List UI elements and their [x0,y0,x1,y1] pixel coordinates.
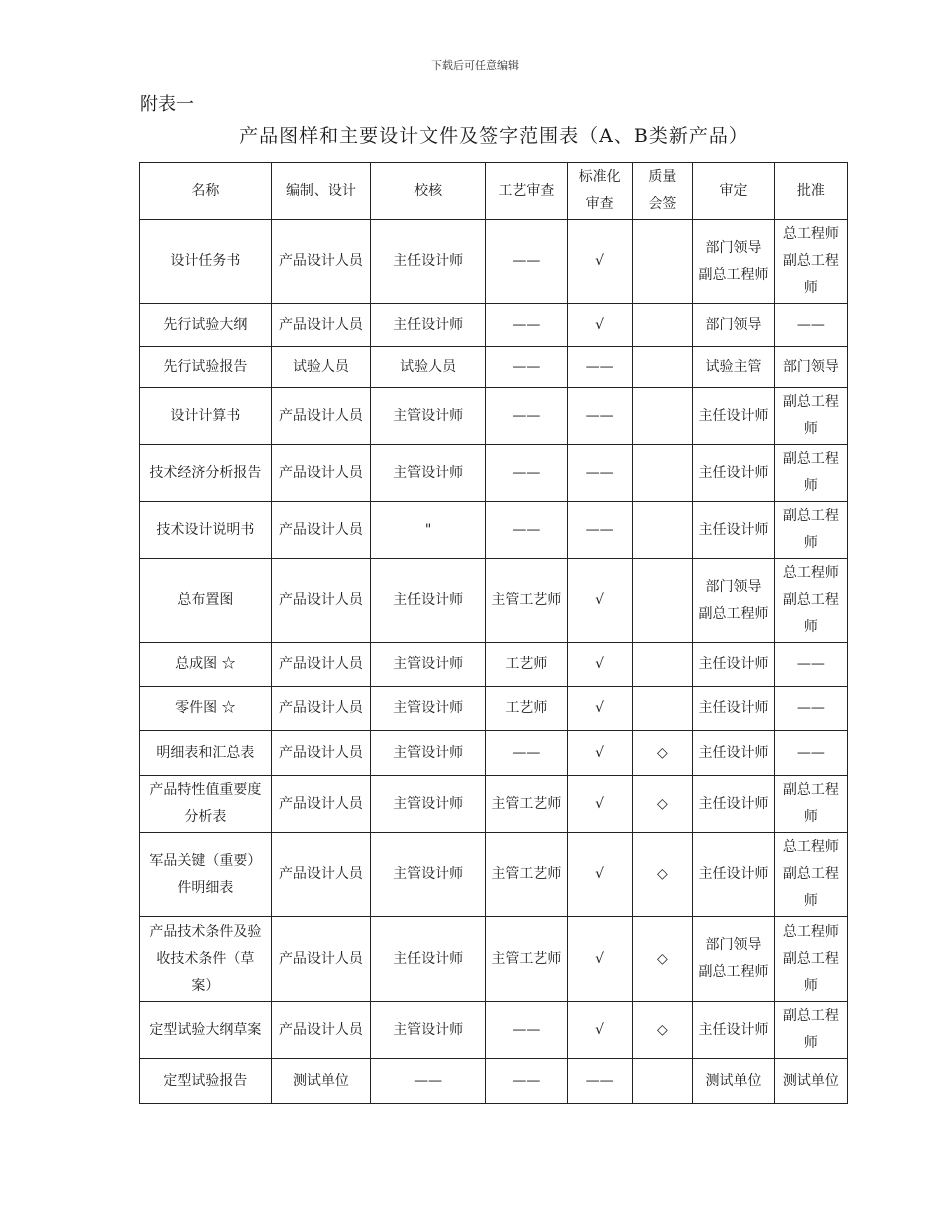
cell-text-line: —— [512,744,541,761]
table-cell [632,1002,693,1059]
cell-text-line: 主管设计师 [393,464,464,481]
cell-text-line: 师 [803,619,818,635]
cell-text-line: 主任设计师 [698,464,769,481]
cell-text-line: —— [796,700,825,716]
cell-text-line: 产品设计人员 [278,1021,363,1038]
cell-text-line: 产品设计人员 [278,866,363,882]
table-cell [486,776,568,833]
table-cell [774,731,847,776]
table-cell [371,220,486,304]
table-cell [632,445,693,502]
cell-text-line: 设计计算书 [170,407,241,424]
cell-text-line: 分析表 [184,809,227,825]
cell-text-line: 主任设计师 [393,950,464,967]
cell-text-line: —— [512,316,541,333]
table-cell [140,643,272,687]
table-cell [693,731,775,776]
table-cell [140,304,272,347]
cell-text-line: —— [585,407,614,424]
table-cell [774,833,847,917]
cell-text-line: 工艺师 [505,656,548,672]
cell-text-line: 主管工艺师 [491,866,562,882]
cell-text-line: 产品设计人员 [278,656,363,672]
table-cell [486,833,568,917]
table-cell [774,445,847,502]
cell-text-line: 副总工程 [782,253,839,269]
table-cell [271,347,370,388]
table-cell [371,1059,486,1104]
cell-text-line: 主任设计师 [698,656,769,672]
cell-text-line: 主任设计师 [698,521,769,538]
table-cell [140,445,272,502]
table-cell [693,833,775,917]
table-cell [140,220,272,304]
table-cell [140,776,272,833]
cell-text-line: —— [512,464,541,481]
table-row [140,731,848,776]
table-cell [693,220,775,304]
table-cell [774,917,847,1002]
cell-text-line: 先行试验报告 [163,358,248,375]
cell-text-line: " [424,521,432,538]
cell-text-line: 部门领导 [705,578,762,595]
cell-text-line: √ [595,700,605,716]
cell-text-line: 主任设计师 [698,795,769,812]
table-cell [567,687,632,731]
table-cell [693,304,775,347]
cell-text-line: —— [512,521,541,538]
table-row [140,559,848,643]
table-cell [567,643,632,687]
table-cell [140,1059,272,1104]
table-cell [693,643,775,687]
table-row [140,1059,848,1104]
table-row [140,1002,848,1059]
cell-text-line: 总成图 ☆ [175,656,236,672]
cell-text-line: 会签 [648,196,677,212]
cell-text-line: ◇ [656,950,668,967]
table-cell [486,502,568,559]
table-cell [371,643,486,687]
table-row [140,347,848,388]
cell-text-line: 主管设计师 [393,407,464,424]
table-cell [271,687,370,731]
cell-text-line: —— [585,358,614,375]
table-cell [140,833,272,917]
table-cell [140,502,272,559]
table-cell [632,643,693,687]
cell-text-line: —— [512,1072,541,1089]
table-cell [774,388,847,445]
cell-text-line: 主任设计师 [698,744,769,761]
table-cell [632,1059,693,1104]
column-header [774,163,847,220]
cell-text-line: 产品设计人员 [278,744,363,761]
table-cell [371,347,486,388]
table-cell [693,1002,775,1059]
cell-text-line: 产品设计人员 [278,592,363,608]
table-cell [271,388,370,445]
column-header [486,163,568,220]
cell-text-line: 标准化 [578,169,621,185]
cell-text-line: 测试单位 [705,1072,762,1089]
cell-text-line: 主任设计师 [698,1021,769,1038]
column-header [140,163,272,220]
cell-text-line: —— [512,1021,541,1038]
cell-text-line: 案） [191,977,220,994]
signature-scope-table [139,162,848,1104]
cell-text-line: 明细表和汇总表 [156,744,255,761]
table-cell [693,559,775,643]
table-cell [486,559,568,643]
cell-text-line: 总布置图 [177,592,234,608]
table-cell [632,347,693,388]
table-cell [371,731,486,776]
cell-text-line: 总工程师 [782,839,839,855]
table-cell [371,304,486,347]
document-title: 产品图样和主要设计文件及签字范围表（A、B类新产品） [239,125,749,147]
cell-text-line: 主管设计师 [393,700,464,716]
table-cell [371,559,486,643]
table-cell [632,776,693,833]
cell-text-line: 产品设计人员 [278,316,363,333]
cell-text-line: 主任设计师 [393,253,464,269]
table-cell [271,559,370,643]
cell-text-line: ◇ [656,795,668,812]
cell-text-line: 总工程师 [782,226,839,242]
cell-text-line: 校核 [414,182,443,199]
table-cell [567,220,632,304]
cell-text-line: 副总工程 [782,394,839,410]
table-cell [567,731,632,776]
table-cell [567,833,632,917]
table-cell [271,1002,370,1059]
cell-text-line: 主任设计师 [393,316,464,333]
table-cell [371,776,486,833]
table-cell [271,833,370,917]
table-cell [774,687,847,731]
table-cell [486,388,568,445]
cell-text-line: ◇ [656,744,668,761]
appendix-label: 附表一 [140,94,194,115]
table-cell [774,502,847,559]
cell-text-line: 主任设计师 [393,592,464,608]
cell-text-line: ◇ [656,866,668,882]
table-cell [567,1059,632,1104]
cell-text-line: —— [512,407,541,424]
table-cell [486,643,568,687]
table-cell [140,559,272,643]
table-row [140,833,848,917]
table-cell [271,917,370,1002]
table-cell [371,917,486,1002]
cell-text-line: 试验人员 [400,358,457,375]
table-cell [693,388,775,445]
table-cell [271,1059,370,1104]
cell-text-line: √ [595,253,605,269]
table-cell [567,502,632,559]
table-cell [271,502,370,559]
table-row [140,388,848,445]
table-cell [632,917,693,1002]
cell-text-line: 产品设计人员 [278,700,363,716]
cell-text-line: √ [595,316,605,333]
table-cell [371,687,486,731]
cell-text-line: 质量 [648,169,677,185]
cell-text-line: 技术设计说明书 [156,521,255,538]
cell-text-line: 件明细表 [177,879,234,896]
cell-text-line: —— [512,253,541,269]
header-note: 下载后可任意编辑 [431,59,519,72]
cell-text-line: 师 [803,977,818,994]
cell-text-line: 收技术条件（草 [156,950,255,967]
cell-text-line: —— [585,464,614,481]
cell-text-line: 产品设计人员 [278,253,363,269]
cell-text-line: —— [585,1072,614,1089]
cell-text-line: —— [512,358,541,375]
table-cell [486,304,568,347]
cell-text-line: 主管工艺师 [491,950,562,967]
table-cell [567,1002,632,1059]
table-cell [567,347,632,388]
cell-text-line: 产品设计人员 [278,464,363,481]
table-cell [486,1002,568,1059]
cell-text-line: 总工程师 [782,923,839,940]
table-cell [486,1059,568,1104]
table-cell [632,559,693,643]
cell-text-line: 名称 [191,182,220,199]
cell-text-line: 定型试验大纲草案 [149,1021,262,1038]
cell-text-line: 师 [803,809,818,825]
cell-text-line: 副总工程师 [698,266,769,283]
table-cell [632,388,693,445]
cell-text-line: 试验主管 [705,358,762,375]
table-row [140,220,848,304]
table-cell [632,687,693,731]
cell-text-line: 主管设计师 [393,795,464,812]
table-cell [486,731,568,776]
cell-text-line: 批准 [796,182,825,199]
table-cell [693,347,775,388]
cell-text-line: √ [595,1021,605,1038]
cell-text-line: 师 [803,478,818,494]
cell-text-line: 审查 [585,196,614,212]
cell-text-line: ◇ [656,1021,668,1038]
table-cell [271,304,370,347]
cell-text-line: 测试单位 [292,1072,349,1089]
cell-text-line: √ [595,866,605,882]
cell-text-line: 副总工程 [782,950,839,967]
cell-text-line: 产品技术条件及验 [149,923,262,940]
cell-text-line: 主管工艺师 [491,592,562,608]
cell-text-line: 产品设计人员 [278,950,363,967]
cell-text-line: 部门领导 [705,937,762,953]
table-cell [371,1002,486,1059]
table-cell [693,502,775,559]
table-cell [271,643,370,687]
table-cell [140,687,272,731]
table-cell [486,917,568,1002]
table-cell [271,220,370,304]
table-row [140,502,848,559]
cell-text-line: 测试单位 [782,1072,839,1089]
cell-text-line: 产品设计人员 [278,407,363,424]
cell-text-line: 师 [803,280,818,296]
cell-text-line: 工艺师 [505,700,548,716]
cell-text-line: 师 [803,893,818,909]
table-cell [632,833,693,917]
cell-text-line: 总工程师 [782,565,839,581]
table-cell [486,347,568,388]
table-cell [774,304,847,347]
table-body [140,220,848,1104]
cell-text-line: 主管设计师 [393,656,464,672]
table-cell [632,220,693,304]
cell-text-line: 主管设计师 [393,1021,464,1038]
table-cell [140,347,272,388]
table-cell [140,1002,272,1059]
table-cell [693,917,775,1002]
table-cell [774,1059,847,1104]
column-header [693,163,775,220]
cell-text-line: 工艺审查 [498,182,555,199]
table-cell [371,502,486,559]
cell-text-line: —— [414,1072,443,1089]
cell-text-line: √ [595,592,605,608]
cell-text-line: √ [595,744,605,761]
table-cell [774,776,847,833]
cell-text-line: —— [796,744,825,761]
cell-text-line: √ [595,656,605,672]
cell-text-line: √ [595,795,605,812]
table-cell [271,445,370,502]
cell-text-line: √ [595,950,605,967]
column-header [632,163,693,220]
cell-text-line: 主管设计师 [393,744,464,761]
table-row [140,917,848,1002]
table-cell [774,559,847,643]
cell-text-line: —— [796,656,825,672]
cell-text-line: 副总工程 [782,1008,839,1024]
table-cell [140,917,272,1002]
table-row [140,445,848,502]
table-cell [486,445,568,502]
cell-text-line: 部门领导 [782,358,839,375]
cell-text-line: 副总工程 [782,508,839,524]
cell-text-line: 主任设计师 [698,866,769,882]
table-cell [271,731,370,776]
cell-text-line: 主任设计师 [698,407,769,424]
table-cell [632,502,693,559]
table-cell [371,388,486,445]
cell-text-line: 部门领导 [705,239,762,256]
cell-text-line: 试验人员 [292,358,349,375]
table-cell [567,559,632,643]
cell-text-line: 师 [803,1035,818,1051]
cell-text-line: —— [585,521,614,538]
table-cell [774,220,847,304]
table-cell [567,776,632,833]
cell-text-line: 零件图 ☆ [175,700,236,716]
column-header [567,163,632,220]
table-cell [693,445,775,502]
table-cell [140,388,272,445]
table-row [140,776,848,833]
table-cell [774,1002,847,1059]
cell-text-line: 副总工程 [782,451,839,467]
table-cell [567,917,632,1002]
table-cell [693,687,775,731]
cell-text-line: 副总工程师 [698,605,769,622]
table-cell [371,445,486,502]
cell-text-line: 编制、设计 [285,182,356,199]
table-header-row [140,163,848,220]
cell-text-line: 技术经济分析报告 [149,464,262,481]
cell-text-line: 副总工程 [782,866,839,882]
table-row [140,643,848,687]
table-cell [140,731,272,776]
cell-text-line: 副总工程 [782,592,839,608]
cell-text-line: —— [796,316,825,333]
table-row [140,687,848,731]
table-cell [567,445,632,502]
cell-text-line: 审定 [719,182,748,199]
cell-text-line: 军品关键（重要） [149,852,262,869]
cell-text-line: 部门领导 [705,316,762,333]
table-cell [271,776,370,833]
table-cell [693,1059,775,1104]
table-cell [774,347,847,388]
table-cell [486,687,568,731]
table-cell [632,731,693,776]
cell-text-line: 定型试验报告 [163,1072,248,1089]
cell-text-line: 产品设计人员 [278,521,363,538]
cell-text-line: 师 [803,421,818,437]
cell-text-line: 产品特性值重要度 [149,782,262,798]
table-cell [486,220,568,304]
table-cell [371,833,486,917]
cell-text-line: 主管工艺师 [491,795,562,812]
table-cell [567,304,632,347]
cell-text-line: 先行试验大纲 [163,316,248,333]
table-cell [774,643,847,687]
table-row [140,304,848,347]
cell-text-line: 副总工程 [782,782,839,798]
cell-text-line: 设计任务书 [170,253,241,269]
table-cell [632,304,693,347]
cell-text-line: 主管设计师 [393,866,464,882]
column-header [371,163,486,220]
column-header [271,163,370,220]
cell-text-line: 产品设计人员 [278,795,363,812]
cell-text-line: 主任设计师 [698,700,769,716]
table-cell [567,388,632,445]
table-cell [693,776,775,833]
cell-text-line: 副总工程师 [698,964,769,980]
cell-text-line: 师 [803,535,818,551]
